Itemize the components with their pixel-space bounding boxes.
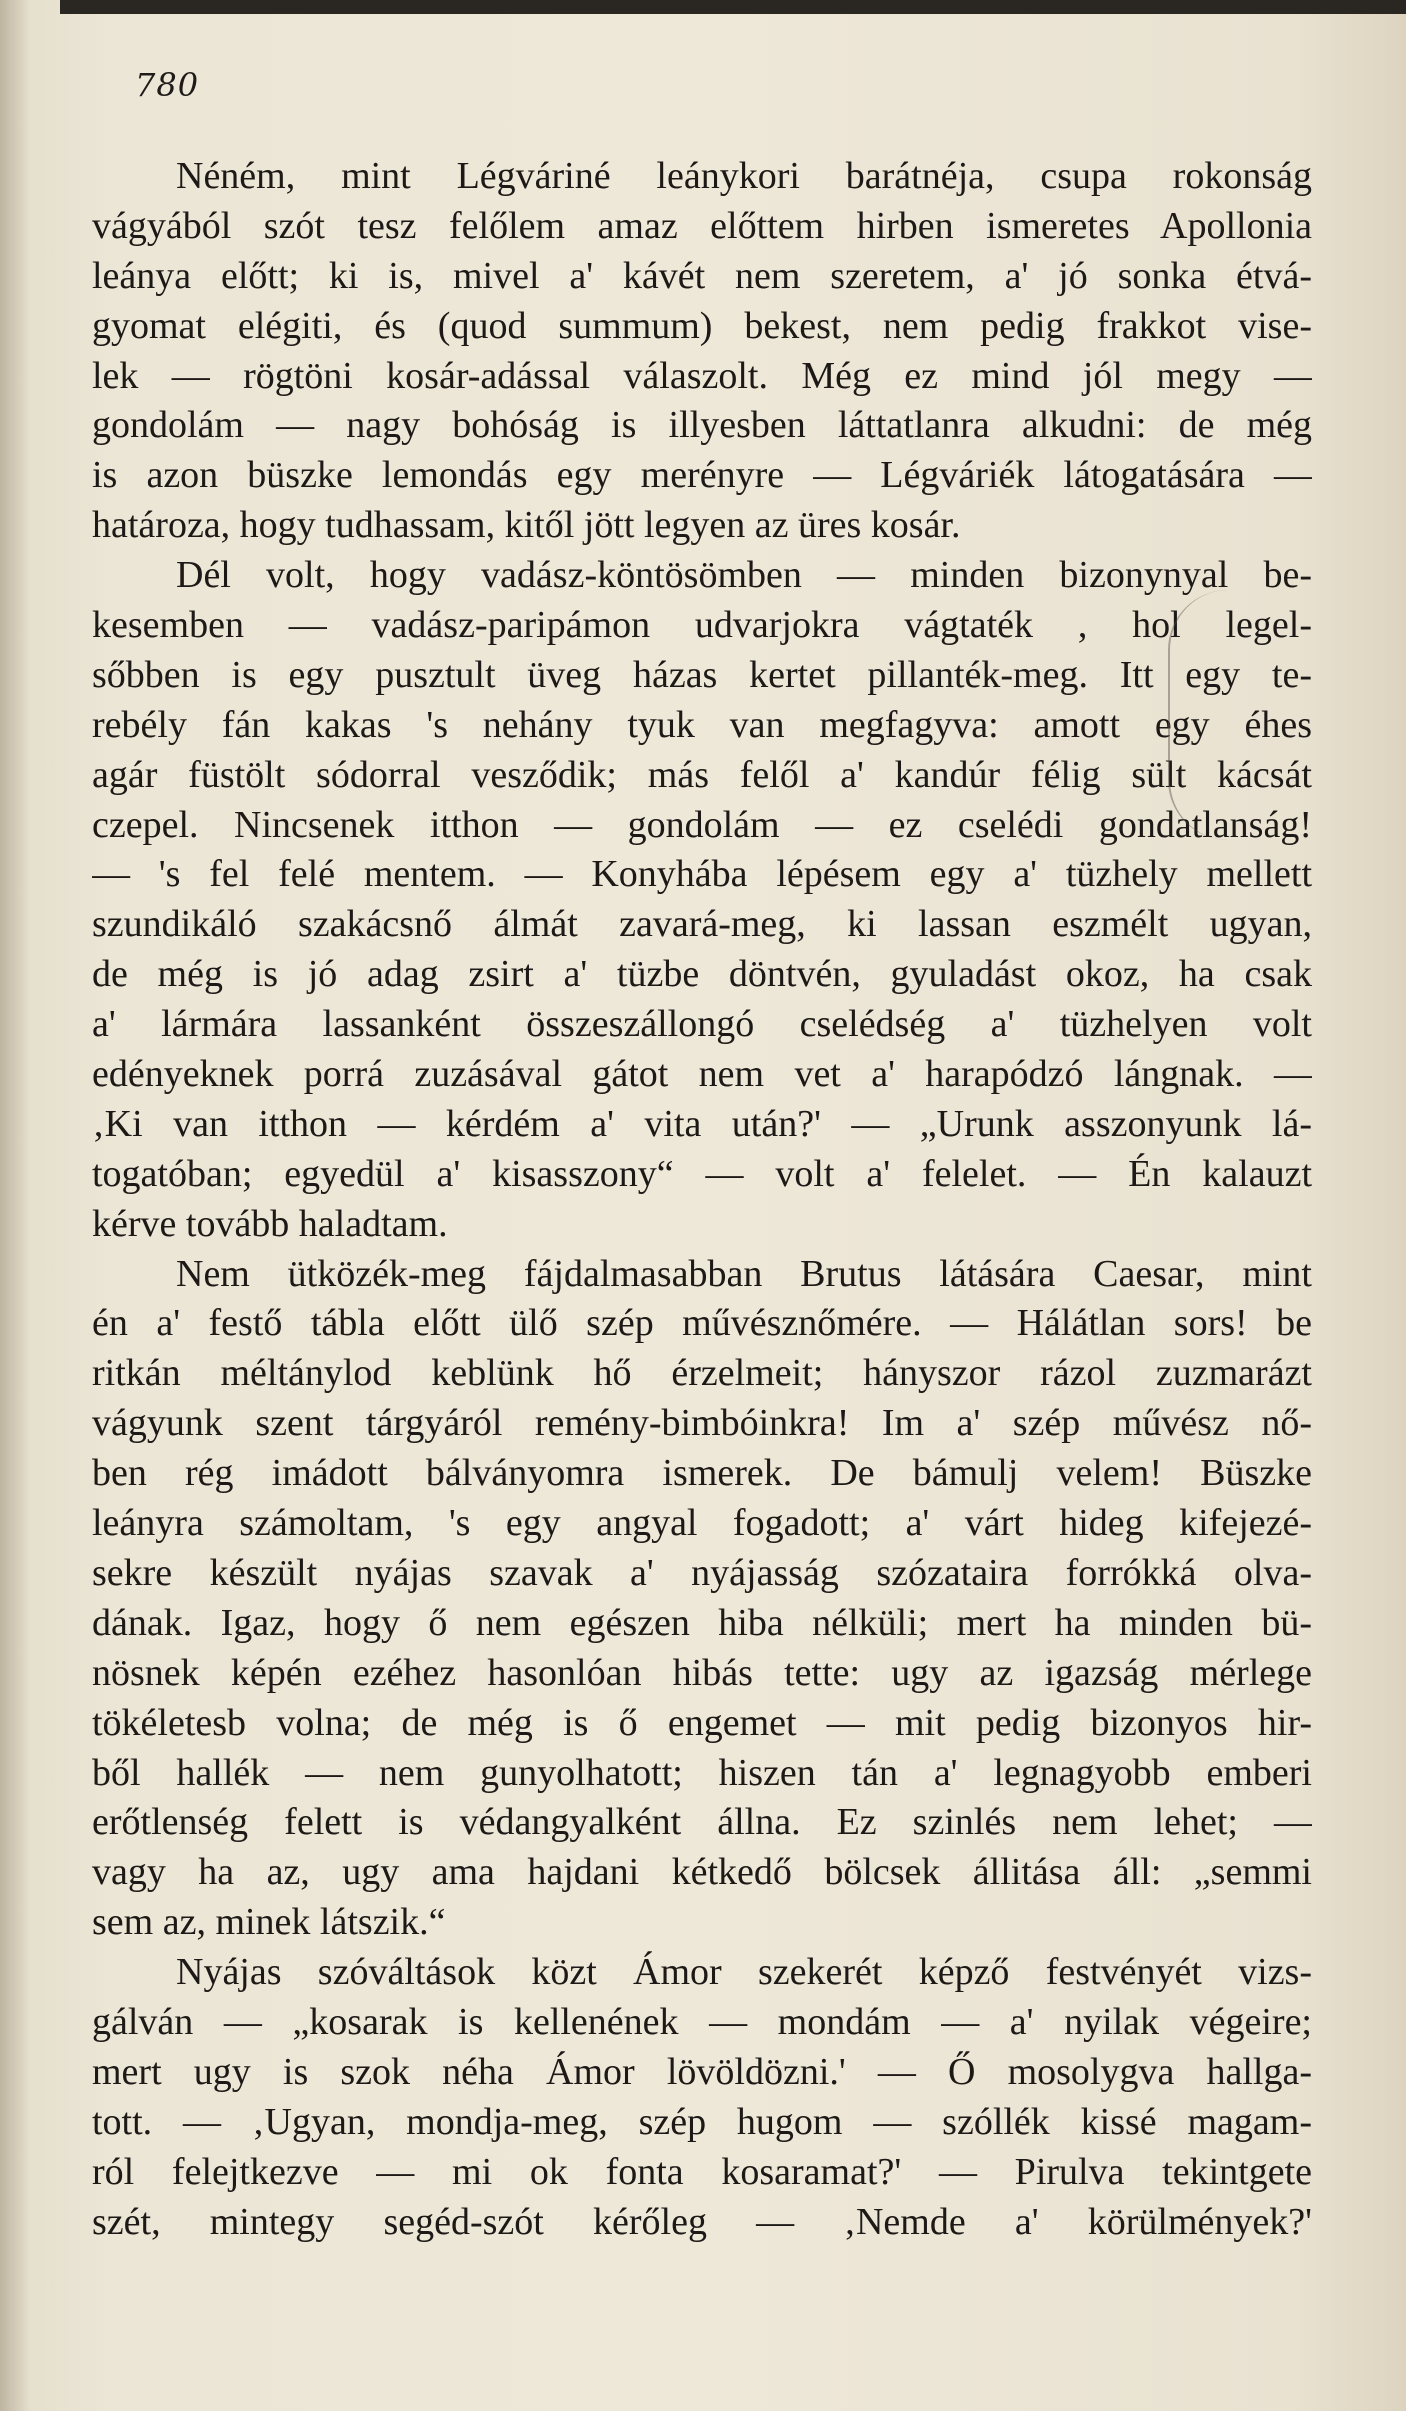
text-line: leányra számoltam, 's egy angyal fogadott; a' várt hideg kifejezé- (92, 1502, 1312, 1545)
text-line: rebély fán kakas 's nehány tyuk van megfagyva: amott egy éhes (92, 703, 1312, 746)
text-line: togatóban; egyedül a' kisasszony“ — volt a' felelet. — Én kalauzt (92, 1152, 1312, 1195)
text-line: ben rég imádott bálványomra ismerek. De bámulj velem! Büszke (92, 1452, 1312, 1495)
text-line: Nyájas szóváltások közt Ámor szekerét képző festvényét vizs- (176, 1951, 1312, 1994)
text-line: tökéletesb volna; de még is ő engemet — mit pedig bizonyos hir- (92, 1701, 1312, 1744)
text-line: határoza, hogy tudhassam, kitől jött legyen az üres kosár. (92, 504, 961, 547)
text-line: sőbben is egy pusztult üveg házas kertet pillanték-meg. Itt egy te- (92, 653, 1312, 696)
text-line: czepel. Nincsenek itthon — gondolám — ez cselédi gondatlanság! (92, 803, 1312, 846)
text-line: vágyából szót tesz felőlem amaz előttem hirben ismeretes Apollonia (92, 204, 1312, 247)
text-line: a' lármára lassanként összeszállongó cselédség a' tüzhelyen volt (92, 1003, 1312, 1046)
text-line: én a' festő tábla előtt ülő szép művésznőmére. — Hálátlan sors! be (92, 1302, 1312, 1345)
text-line: nösnek képén ezéhez hasonlóan hibás tette: ugy az igazság mérlege (92, 1651, 1312, 1694)
text-line: — 's fel felé mentem. — Konyhába lépésem egy a' tüzhely mellett (92, 853, 1312, 896)
text-line: gálván — „kosarak is kellenének — mondám — a' nyilak végeire; (92, 2000, 1312, 2043)
text-line: sem az, minek látszik.“ (92, 1901, 446, 1944)
text-line: szundikáló szakácsnő álmát zavará-meg, ki lassan eszmélt ugyan, (92, 903, 1312, 946)
text-line: agár füstölt sódorral vesződik; más felől a' kandúr félig sült kácsát (92, 753, 1312, 796)
binding-shadow (0, 0, 30, 2411)
text-line: tott. — ‚Ugyan, mondja-meg, szép hugom — szóllék kissé magam- (92, 2100, 1312, 2143)
body-text (92, 152, 1312, 2247)
text-line: ról felejtkezve — mi ok fonta kosaramat?' — Pirulva tekintgete (92, 2150, 1312, 2193)
text-line: leánya előtt; ki is, mivel a' kávét nem szeretem, a' jó sonka étvá- (92, 254, 1312, 297)
page-top-edge (60, 0, 1406, 14)
text-line: vágyunk szent tárgyáról remény-bimbóinkra! Im a' szép művész nő- (92, 1402, 1312, 1445)
text-line: szét, mintegy segéd-szót kérőleg — ‚Nemde a' körülmények?' (92, 2200, 1312, 2243)
text-line: ből hallék — nem gunyolhatott; hiszen tán a' legnagyobb emberi (92, 1751, 1312, 1794)
text-line: erőtlenség felett is védangyalként állna. Ez szinlés nem lehet; — (92, 1801, 1312, 1844)
text-line: sekre készült nyájas szavak a' nyájasság szózataira forrókká olva- (92, 1551, 1312, 1594)
text-line: ‚Ki van itthon — kérdém a' vita után?' — „Urunk asszonyunk lá- (92, 1102, 1312, 1145)
text-line: mert ugy is szok néha Ámor lövöldözni.' — Ő mosolygva hallga- (92, 2050, 1312, 2093)
text-line: ritkán méltánylod keblünk hő érzelmeit; hányszor rázol zuzmarázt (92, 1352, 1312, 1395)
text-line: kérve tovább haladtam. (92, 1202, 448, 1245)
text-line: is azon büszke lemondás egy merényre — Légváriék látogatására — (92, 454, 1312, 497)
text-line: edényeknek porrá zuzásával gátot nem vet a' harapódzó lángnak. — (92, 1053, 1312, 1096)
text-line: lek — rögtöni kosár-adással válaszolt. Még ez mind jól megy — (92, 354, 1312, 397)
text-line: Néném, mint Légváriné leánykori barátnéja, csupa rokonság (176, 155, 1312, 197)
pencil-annotation-mark (1168, 590, 1240, 840)
text-line: gondolám — nagy bohóság is illyesben láttatlanra alkudni: de még (92, 404, 1312, 447)
text-line: Dél volt, hogy vadász-köntösömben — minden bizonynyal be- (176, 554, 1312, 597)
text-line: dának. Igaz, hogy ő nem egészen hiba nélküli; mert ha minden bü- (92, 1601, 1312, 1644)
text-line: Nem ütközék-meg fájdalmasabban Brutus látására Caesar, mint (176, 1252, 1312, 1295)
text-line: vagy ha az, ugy ama hajdani kétkedő bölcsek állitása áll: „semmi (92, 1851, 1312, 1894)
text-line: kesemben — vadász-paripámon udvarjokra vágtaték , hol legel- (92, 604, 1312, 647)
text-line: gyomat elégiti, és (quod summum) bekest, nem pedig frakkot vise- (92, 304, 1312, 347)
text-line: de még is jó adag zsirt a' tüzbe döntvén, gyuladást okoz, ha csak (92, 953, 1312, 996)
page-number: 780 (135, 66, 200, 104)
